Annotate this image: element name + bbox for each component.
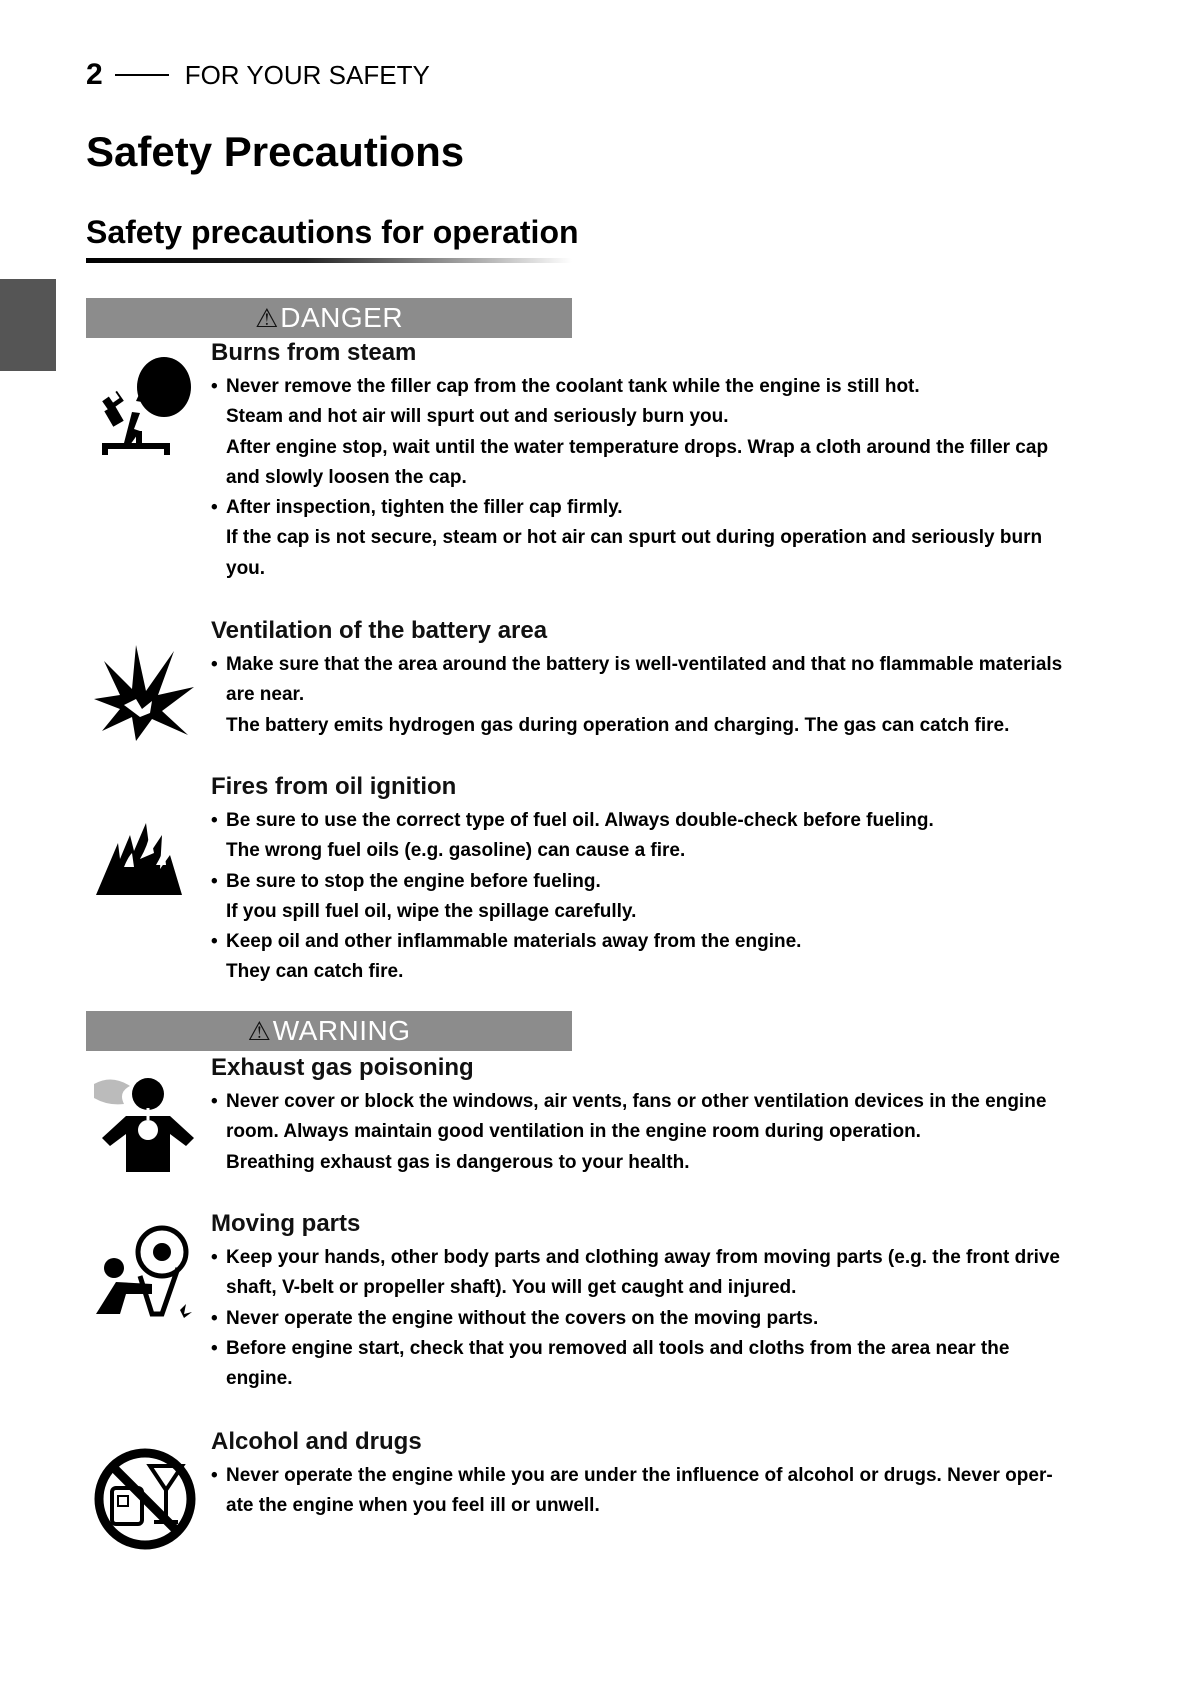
danger-label: DANGER xyxy=(280,302,404,333)
warning-triangle-icon: ⚠ xyxy=(254,302,279,333)
line-text: • Never cover or block the windows, air vents, fans or other ventilation devices in the engine xyxy=(211,1087,1126,1117)
line-text: • Make sure that the area around the battery is well-ventilated and that no flammable materials xyxy=(211,650,1126,680)
line-text: • Be sure to use the correct type of fuel oil. Always double-check before fueling. xyxy=(211,806,1126,836)
page-subtitle: Safety precautions for operation xyxy=(86,214,579,250)
section-body xyxy=(211,1243,1126,1394)
subtitle-underline xyxy=(86,258,572,263)
section-title: Exhaust gas poisoning xyxy=(211,1054,474,1081)
section-body xyxy=(211,372,1126,584)
line-text: If the cap is not secure, steam or hot air can spurt out during operation and seriously burn xyxy=(226,527,1043,549)
gas-poisoning-icon xyxy=(90,1068,200,1178)
line-text: and slowly loosen the cap. xyxy=(226,466,467,488)
warning-banner xyxy=(86,1011,572,1051)
line-text: Steam and hot air will spurt out and seriously burn you. xyxy=(226,406,729,428)
danger-banner xyxy=(86,298,572,338)
no-alcohol-icon xyxy=(90,1444,200,1554)
line-text: After engine stop, wait until the water temperature drops. Wrap a cloth around the filler cap xyxy=(226,436,1049,458)
line-text: • Keep your hands, other body parts and clothing away from moving parts (e.g. the front drive xyxy=(211,1243,1126,1273)
line-text: • After inspection, tighten the filler cap firmly. xyxy=(211,493,1126,523)
chapter-tab xyxy=(0,279,56,371)
line-text: • Keep oil and other inflammable materials away from the engine. xyxy=(211,927,1126,957)
section-label: FOR YOUR SAFETY xyxy=(184,59,430,90)
moving-parts-icon xyxy=(90,1222,200,1332)
section-body xyxy=(211,1087,1126,1178)
header-rule xyxy=(115,74,169,76)
line-text: • Never operate the engine while you are under the influence of alcohol or drugs. Never oper- xyxy=(211,1461,1126,1491)
line-text: • Never operate the engine without the covers on the moving parts. xyxy=(211,1304,1126,1334)
steam-burn-icon xyxy=(90,357,200,467)
section-title: Alcohol and drugs xyxy=(211,1428,422,1455)
line-text: shaft, V-belt or propeller shaft). You will get caught and injured. xyxy=(226,1277,797,1299)
line-text: you. xyxy=(226,557,266,579)
line-text: The wrong fuel oils (e.g. gasoline) can cause a fire. xyxy=(226,840,686,862)
section-title: Burns from steam xyxy=(211,339,417,366)
warning-label: WARNING xyxy=(272,1015,411,1046)
warning-triangle-icon: ⚠ xyxy=(247,1015,271,1046)
line-text: ate the engine when you feel ill or unwell. xyxy=(226,1495,600,1517)
page-title: Safety Precautions xyxy=(86,128,465,175)
line-text: The battery emits hydrogen gas during operation and charging. The gas can catch fire. xyxy=(226,714,1010,736)
section-title: Moving parts xyxy=(211,1210,361,1237)
line-text: They can catch fire. xyxy=(226,961,404,983)
page-header xyxy=(86,58,430,92)
line-text: • Never remove the filler cap from the coolant tank while the engine is still hot. xyxy=(211,372,1126,402)
page-number: 2 xyxy=(86,58,103,91)
line-text: are near. xyxy=(226,684,305,706)
line-text: If you spill fuel oil, wipe the spillage carefully. xyxy=(226,900,637,922)
section-title: Ventilation of the battery area xyxy=(211,617,548,644)
line-text: • Be sure to stop the engine before fueling. xyxy=(211,867,1126,897)
line-text: • Before engine start, check that you removed all tools and cloths from the area near the xyxy=(211,1334,1126,1364)
line-text: engine. xyxy=(226,1368,293,1390)
section-body xyxy=(211,1461,1126,1522)
fire-icon xyxy=(90,795,200,905)
section-title: Fires from oil ignition xyxy=(211,773,457,800)
line-text: Breathing exhaust gas is dangerous to your health. xyxy=(226,1151,690,1173)
section-body xyxy=(211,806,1126,988)
section-body xyxy=(211,650,1126,741)
line-text: room. Always maintain good ventilation in the engine room during operation. xyxy=(226,1121,921,1143)
explosion-icon xyxy=(90,637,200,747)
